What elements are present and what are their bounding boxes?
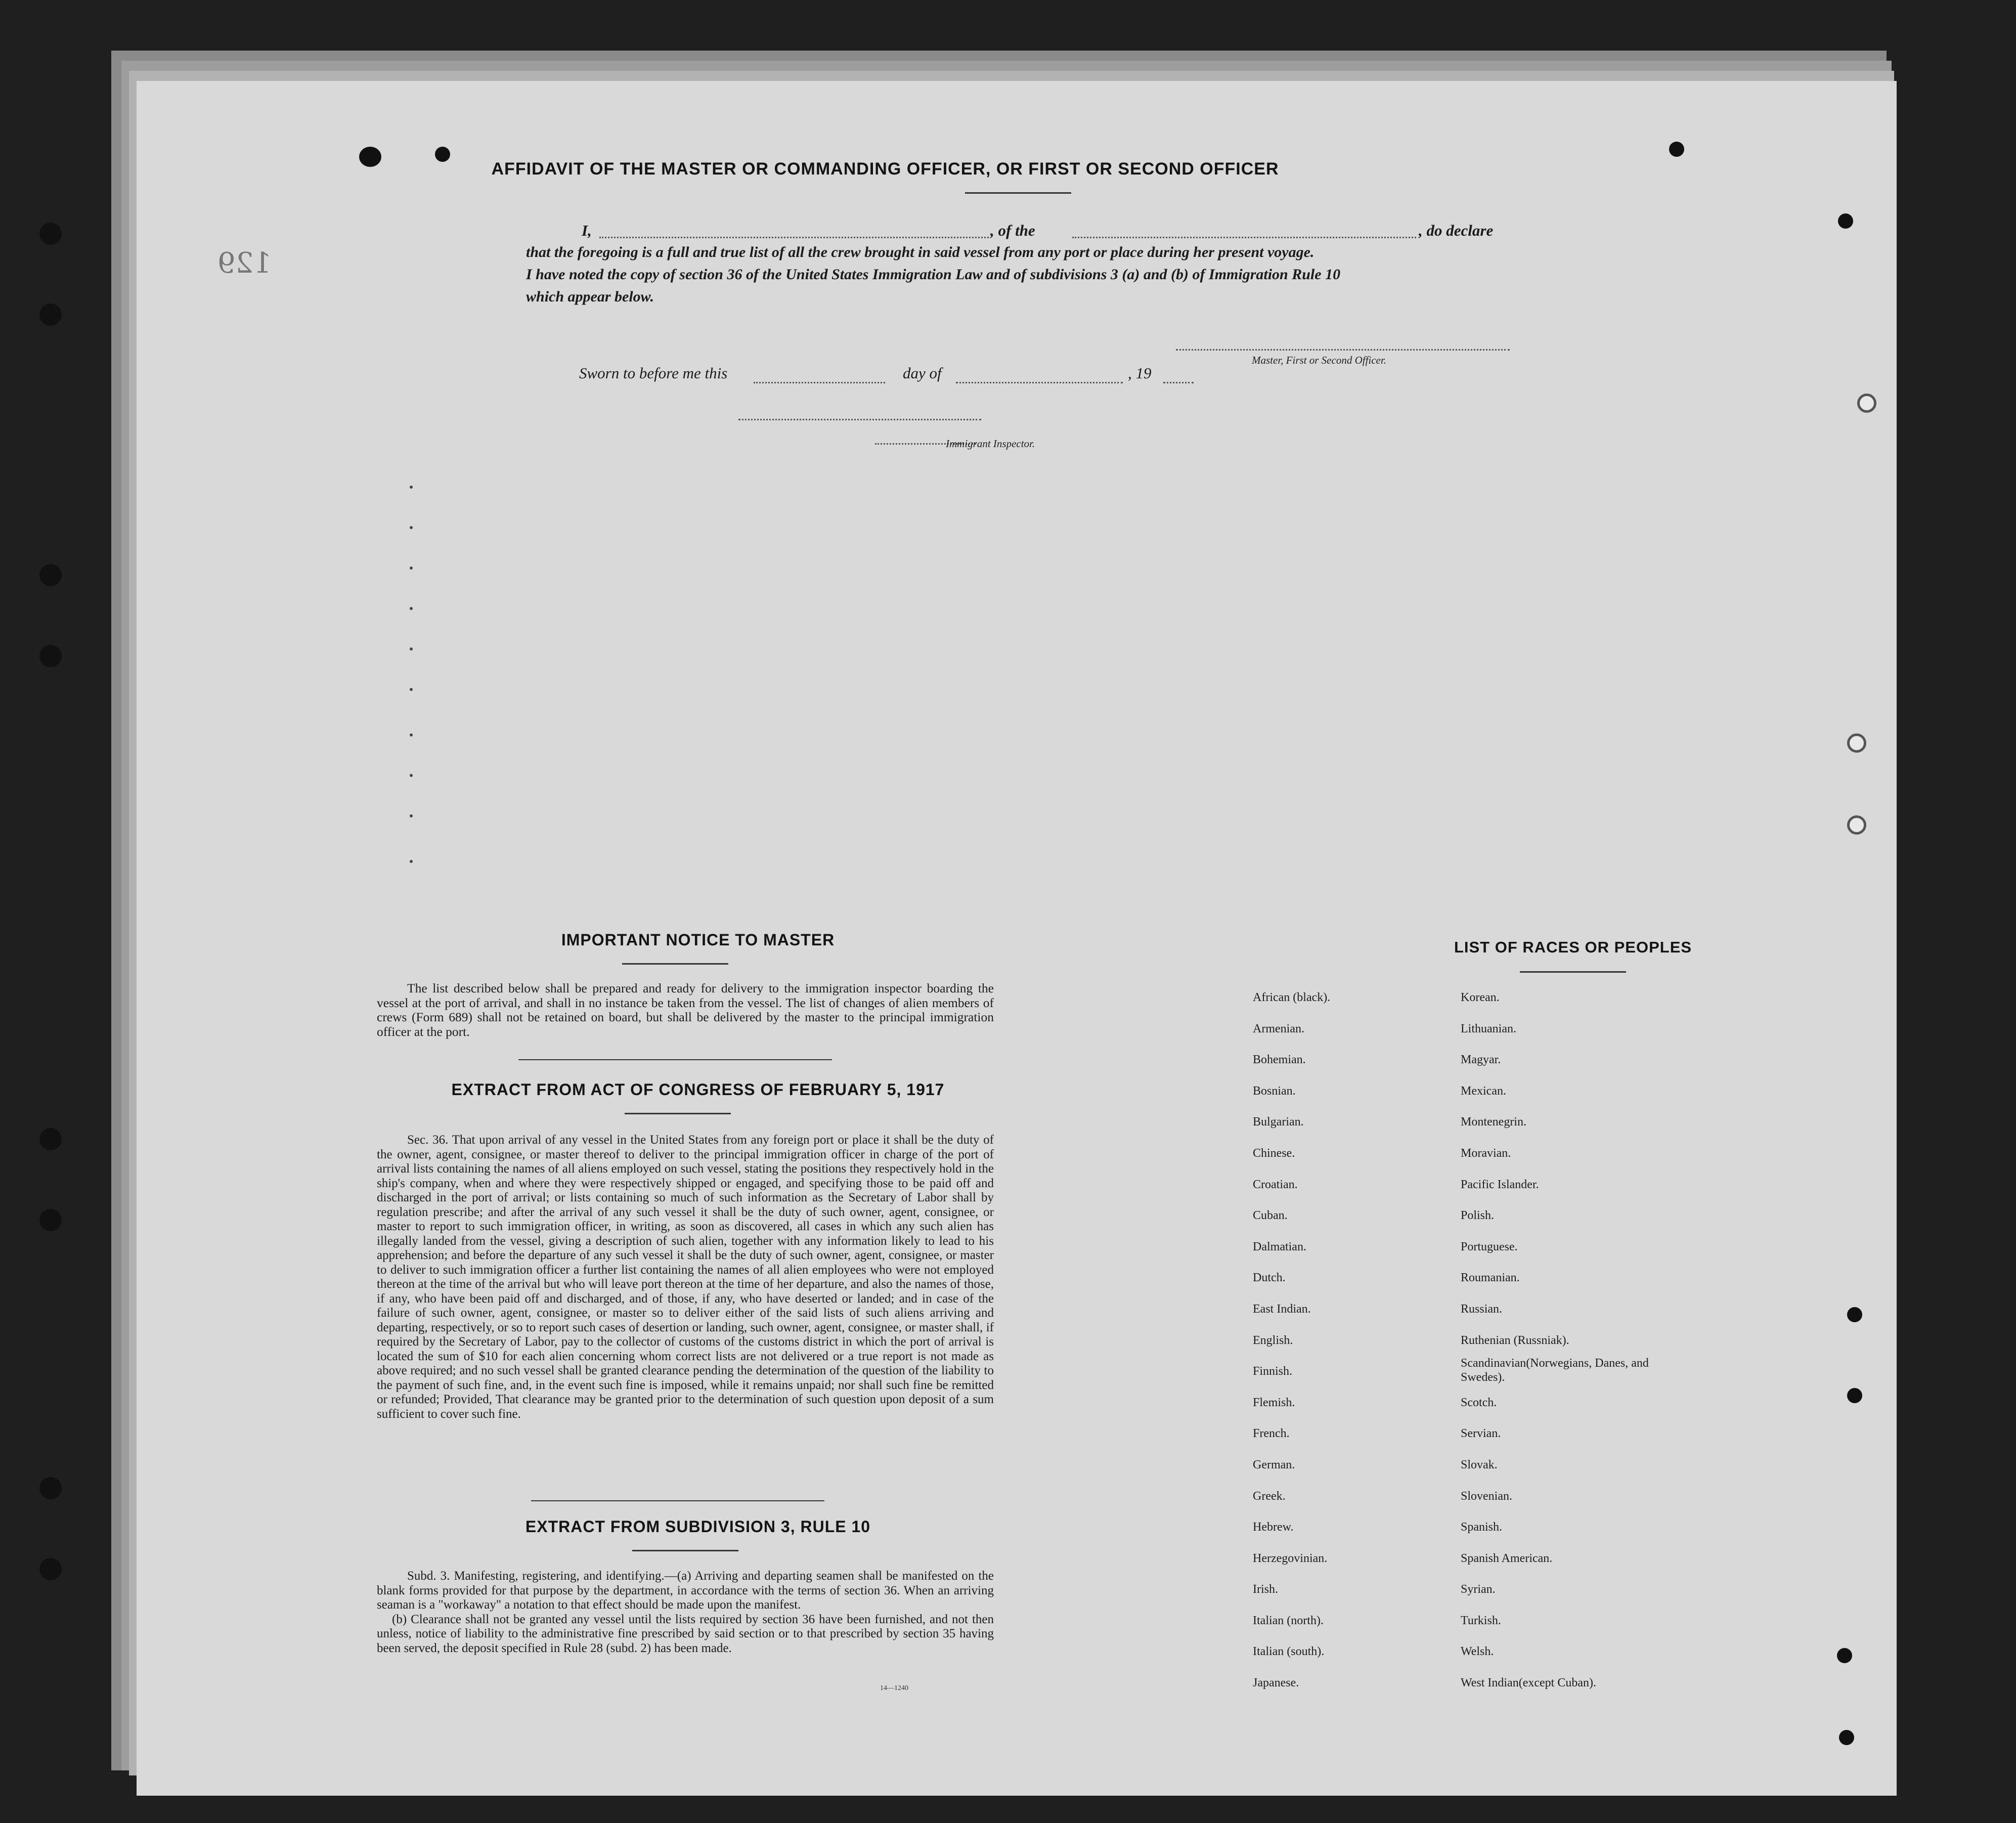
binder-hole: [39, 645, 62, 667]
races-right-column: [1461, 982, 1673, 1699]
binder-hole: [39, 303, 62, 326]
race-item: Montenegrin.: [1461, 1115, 1526, 1129]
race-item: Servian.: [1461, 1427, 1501, 1441]
race-item: East Indian.: [1253, 1302, 1311, 1316]
sworn-date-blank[interactable]: [754, 382, 885, 383]
margin-mark: [410, 607, 413, 610]
race-item: Armenian.: [1253, 1022, 1304, 1035]
extract-rule-divider: [632, 1550, 738, 1551]
binder-hole: [1839, 1730, 1854, 1745]
margin-mark: [410, 567, 413, 570]
race-item: West Indian(except Cuban).: [1461, 1676, 1596, 1690]
race-item: Greek.: [1253, 1489, 1286, 1503]
race-item: Slovenian.: [1461, 1489, 1512, 1503]
sworn-prefix: Sworn to before me this: [579, 364, 728, 382]
race-item: Korean.: [1461, 991, 1500, 1004]
margin-mark: [410, 647, 413, 650]
binder-hole: [1847, 815, 1866, 835]
section-divider: [518, 1059, 832, 1060]
binder-hole: [1669, 142, 1684, 157]
margin-mark: [410, 774, 413, 777]
race-item: Bulgarian.: [1253, 1115, 1304, 1129]
race-item: Turkish.: [1461, 1614, 1501, 1627]
binder-hole: [1857, 394, 1876, 413]
title-divider: [965, 192, 1071, 194]
margin-mark: [410, 688, 413, 691]
race-item: Flemish.: [1253, 1396, 1295, 1409]
race-item: Bosnian.: [1253, 1084, 1296, 1098]
binder-hole: [1838, 213, 1853, 229]
race-item: Welsh.: [1461, 1645, 1494, 1659]
master-caption: Master, First or Second Officer.: [1252, 354, 1386, 366]
sworn-year-blank[interactable]: [1163, 382, 1194, 383]
race-item: Spanish American.: [1461, 1551, 1553, 1565]
race-item: Spanish.: [1461, 1521, 1503, 1534]
race-item: Lithuanian.: [1461, 1022, 1516, 1035]
race-item: Italian (north).: [1253, 1614, 1324, 1627]
race-item: French.: [1253, 1427, 1290, 1441]
binder-hole: [1837, 1648, 1852, 1663]
race-item: Roumanian.: [1461, 1271, 1520, 1285]
rule-para-b: (b) Clearance shall not be granted any vessel until the lists required by section 36 have been furnished, and not then unless, notice of liability to the administrative fine prescribed by said section or to that prescribed by section 35 having been served, the deposit specified in Rule 28 (subd. 2) has been made.: [377, 1612, 994, 1655]
race-item: Bohemian.: [1253, 1053, 1306, 1067]
binder-hole: [39, 1477, 62, 1499]
race-item: Cuban.: [1253, 1209, 1288, 1223]
name-blank[interactable]: [599, 237, 989, 238]
binder-hole: [1847, 1388, 1862, 1403]
vessel-blank[interactable]: [1072, 237, 1416, 238]
margin-number: 129: [217, 247, 272, 280]
extract-act-title: EXTRACT FROM ACT OF CONGRESS OF FEBRUARY 5, 1917: [451, 1080, 945, 1099]
races-left-column: [1253, 982, 1330, 1699]
margin-mark: [410, 486, 413, 489]
sworn-year: , 19: [1128, 364, 1152, 382]
binder-hole: [39, 1558, 62, 1580]
race-item: Herzegovinian.: [1253, 1551, 1328, 1565]
race-item: African (black).: [1253, 991, 1331, 1004]
race-item: Portuguese.: [1461, 1240, 1518, 1253]
binder-hole: [39, 564, 62, 586]
race-item: Dalmatian.: [1253, 1240, 1306, 1253]
margin-mark: [410, 733, 413, 736]
notice-title: IMPORTANT NOTICE TO MASTER: [561, 931, 835, 949]
race-item: Scandinavian(Norwegians, Danes, and Swedes).: [1461, 1357, 1649, 1384]
affidavit-line-2: that the foregoing is a full and true list of all the crew brought in said vessel from any port or place during her present voyage.: [526, 244, 1314, 261]
race-item: Russian.: [1461, 1302, 1503, 1316]
extract-rule-text: [377, 1569, 994, 1656]
binder-hole: [1847, 733, 1866, 753]
races-title: LIST OF RACES OR PEOPLES: [1454, 938, 1692, 956]
affidavit-line-4: which appear below.: [526, 288, 654, 305]
extract-rule-title: EXTRACT FROM SUBDIVISION 3, RULE 10: [525, 1517, 871, 1536]
race-item: Pacific Islander.: [1461, 1178, 1539, 1191]
notice-text: The list described below shall be prepared and ready for delivery to the immigration inspector boarding the vessel at the port of arrival, and shall in no instance be taken from the vessel. The list of changes of alien members of crews (Form 689) shall not be retained on board, but shall be delivered by the master to the principal immigration officer at the port.: [377, 981, 994, 1039]
margin-mark: [410, 526, 413, 529]
race-item: Hebrew.: [1253, 1521, 1294, 1534]
binder-hole: [1847, 1307, 1862, 1322]
inspector-signature-line[interactable]: [738, 419, 981, 420]
extract-act-text: Sec. 36. That upon arrival of any vessel in the United States from any foreign port or place it shall be the duty of the owner, agent, consignee, or master thereof to deliver to the principal immigration officer in charge of the port of arrival lists containing the names of all aliens employed on such vessel, stating the positions they respectively hold in the ship's company, when and where they were respectively shipped or engaged, and specifying those to be paid off and discharged in the port of arrival; or lists containing so much of such information as the Secretary of Labor shall by regulation prescribe; and after the arrival of any such vessel it shall be the duty of such owner, agent, consignee, or master to report to such immigration officer, in writing, as soon as discovered, all cases in which any such alien has illegally landed from the vessel, giving a description of such alien, together with any information likely to lead to his apprehension; and before the departure of any such vessel it shall be the duty of such owner, agent, consignee, or master to deliver to such immigration officer a further list containing the names of all alien employees who were not employed thereon at the time of the arrival but who will leave port thereon at the time of her departure, and also the names of those, if any, who have been paid off and discharged, and of those, if any, who have deserted or landed; and in case of the failure of such owner, agent, consignee, or master so to deliver either of the said lists of such aliens arriving and departing, respectively, or so to report such cases of desertion or landing, such owner, agent, consignee, or master shall, if required by the Secretary of Labor, pay to the collector of customs of the customs district in which the port of arrival is located the sum of $10 for each alien concerning whom correct lists are not delivered or a true report is not made as above required; and no such vessel shall be granted clearance pending the determination of the question of the liability to the payment of such fine, and, in the event such fine is imposed, while it remains unpaid; nor shall such fine be remitted or refunded; Provided, That clearance may be granted prior to the determination of such question upon deposit of a sum sufficient to cover such fine.: [377, 1133, 994, 1421]
race-item: German.: [1253, 1458, 1295, 1471]
form-number: 14—1240: [880, 1684, 908, 1692]
races-divider: [1520, 971, 1626, 973]
affidavit-declare-label: , do declare: [1419, 222, 1494, 239]
manifest-page: [137, 81, 1897, 1796]
race-item: Polish.: [1461, 1209, 1495, 1223]
binder-hole: [39, 223, 62, 245]
affidavit-of-the-label: , of the: [990, 222, 1035, 239]
notice-divider: [622, 963, 728, 965]
race-item: Japanese.: [1253, 1676, 1299, 1690]
extract-act-divider: [625, 1113, 731, 1114]
affidavit-title: AFFIDAVIT OF THE MASTER OR COMMANDING OFFICER, OR FIRST OR SECOND OFFICER: [491, 159, 1279, 179]
inspector-caption: Immigrant Inspector.: [946, 438, 1035, 450]
race-item: Irish.: [1253, 1583, 1278, 1596]
race-item: Moravian.: [1461, 1146, 1511, 1160]
binder-hole: [39, 1209, 62, 1231]
sworn-day-of: day of: [903, 364, 942, 382]
affidavit-i-label: I,: [582, 222, 592, 239]
master-signature-line[interactable]: [1176, 349, 1510, 351]
race-item: Mexican.: [1461, 1084, 1506, 1098]
affidavit-line-3: I have noted the copy of section 36 of the United States Immigration Law and of subdivisions 3 (a) and (b) of Immigration Rule 10: [526, 266, 1341, 283]
race-item: Slovak.: [1461, 1458, 1498, 1471]
binder-hole: [39, 1128, 62, 1150]
section-divider: [531, 1500, 824, 1501]
race-item: Croatian.: [1253, 1178, 1298, 1191]
race-item: Ruthenian (Russniak).: [1461, 1333, 1569, 1347]
race-item: Italian (south).: [1253, 1645, 1325, 1659]
race-item: Syrian.: [1461, 1583, 1496, 1596]
race-item: Finnish.: [1253, 1365, 1293, 1378]
race-item: English.: [1253, 1333, 1293, 1347]
race-item: Magyar.: [1461, 1053, 1501, 1067]
sworn-month-blank[interactable]: [956, 382, 1123, 383]
rule-para-a: Subd. 3. Manifesting, registering, and identifying.—(a) Arriving and departing seamen shall be manifested on the blank forms provided for that purpose by the department, in accordance with the terms of section 36. When an arriving seaman is a "workaway" a notation to that effect should be made upon the manifest.: [377, 1569, 994, 1612]
margin-mark: [410, 860, 413, 863]
race-item: Scotch.: [1461, 1396, 1497, 1409]
race-item: Chinese.: [1253, 1146, 1295, 1160]
race-item: Dutch.: [1253, 1271, 1286, 1285]
margin-mark: [410, 814, 413, 817]
